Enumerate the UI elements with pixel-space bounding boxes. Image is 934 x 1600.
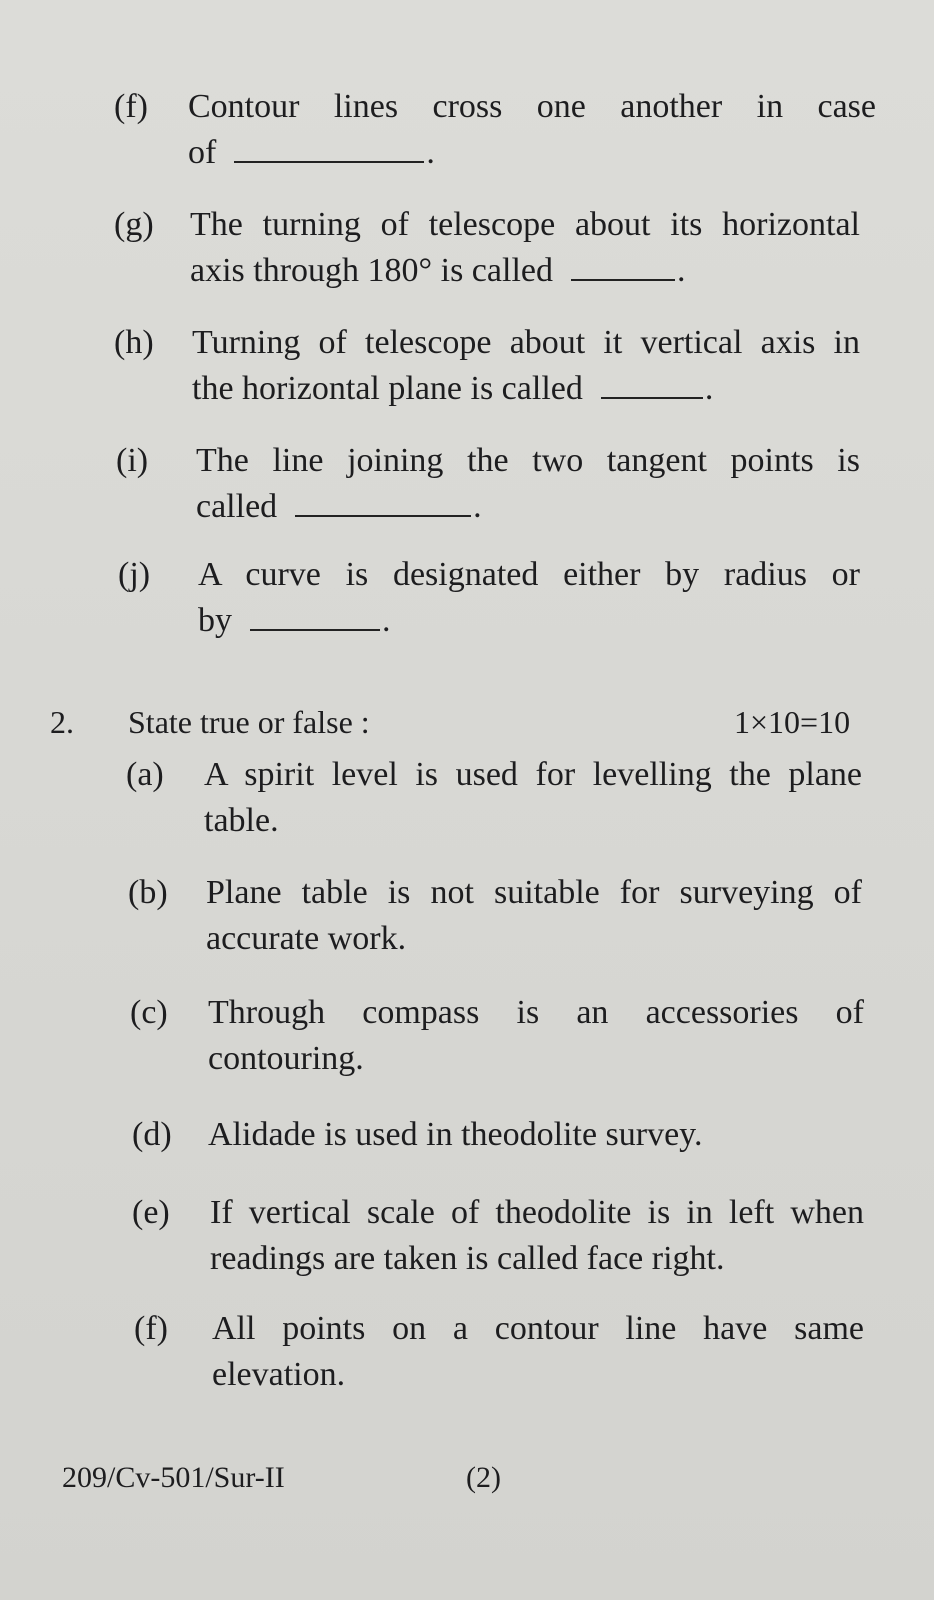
item-text-line2: table. [204, 802, 279, 839]
item-text-line2: the horizontal plane is called . [192, 366, 713, 412]
item-text-line1: Contour lines cross one another in case [188, 88, 876, 125]
fill-blank-h [114, 320, 860, 420]
item-label: (a) [126, 756, 164, 793]
true-false-b [128, 870, 862, 970]
item-label: (i) [116, 442, 149, 479]
item-text-line2: axis through 180° is called . [190, 248, 685, 294]
page-number: (2) [466, 1461, 501, 1494]
paper-code: 209/Cv-501/Sur-II [62, 1461, 285, 1494]
item-text-line2-text: axis through 180° is called [190, 252, 553, 289]
item-text-line1: Turning of telescope about it vertical axis in [192, 324, 860, 361]
fill-blank-g [114, 202, 860, 302]
item-label: (g) [114, 206, 154, 243]
fill-blank-f [114, 84, 876, 184]
question-number: 2. [50, 704, 74, 740]
item-label: (c) [130, 994, 168, 1031]
item-text-line1: The turning of telescope about its horizontal [190, 206, 860, 243]
item-text-line1: If vertical scale of theodolite is in left when [210, 1194, 864, 1231]
item-label: (d) [132, 1116, 172, 1153]
item-text-line2-text: of [188, 134, 217, 171]
answer-blank [601, 367, 703, 399]
answer-blank [234, 131, 424, 163]
item-text-line2: called . [196, 484, 482, 530]
item-text-line2: of . [188, 130, 435, 176]
item-label: (e) [132, 1194, 170, 1231]
item-text-line2: accurate work. [206, 920, 407, 957]
item-text-line2-text: by [198, 602, 232, 639]
item-text-line1: All points on a contour line have same [212, 1310, 864, 1347]
true-false-e [132, 1190, 864, 1290]
item-label: (f) [134, 1310, 168, 1347]
true-false-a [126, 752, 862, 852]
true-false-c [130, 990, 864, 1090]
true-false-f [134, 1306, 864, 1406]
item-text-line2-text: called [196, 488, 278, 525]
question-marks: 1×10=10 [734, 704, 851, 740]
question-prompt: State true or false : [128, 704, 370, 740]
item-text-line1: A curve is designated either by radius or [198, 556, 860, 593]
item-label: (f) [114, 88, 148, 125]
item-text-line1: Alidade is used in theodolite survey. [208, 1116, 703, 1153]
item-text-line2: contouring. [208, 1040, 364, 1077]
item-text-line1: Plane table is not suitable for surveying of [206, 874, 862, 911]
true-false-d [132, 1112, 832, 1162]
answer-blank [571, 249, 675, 281]
item-label: (b) [128, 874, 168, 911]
fill-blank-j [118, 552, 860, 652]
item-text-line2: elevation. [212, 1356, 346, 1393]
answer-blank [250, 599, 380, 631]
item-label: (h) [114, 324, 154, 361]
item-text-line1: Through compass is an accessories of [208, 994, 864, 1031]
item-text-line2: by . [198, 598, 391, 644]
item-text-line1: A spirit level is used for levelling the plane [204, 756, 862, 793]
item-text-line1: The line joining the two tangent points is [196, 442, 860, 479]
fill-blank-i [116, 438, 860, 538]
answer-blank [295, 485, 471, 517]
item-text-line2-text: the horizontal plane is called [192, 370, 583, 407]
item-label: (j) [118, 556, 151, 593]
item-text-line2: readings are taken is called face right. [210, 1240, 725, 1277]
